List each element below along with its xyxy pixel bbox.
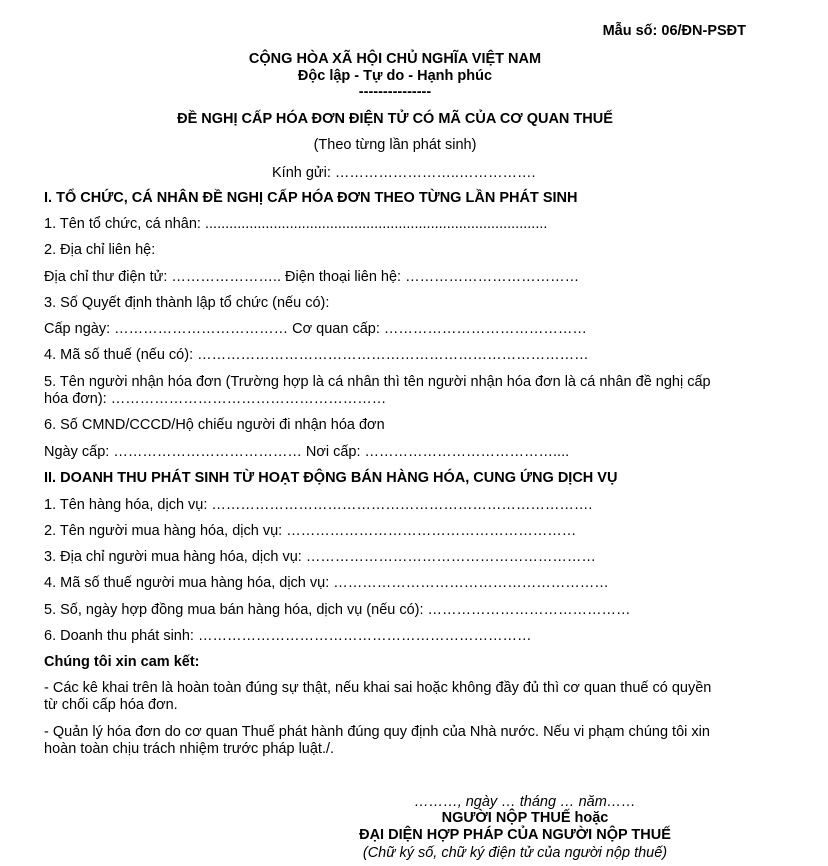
section2-heading: II. DOANH THU PHÁT SINH TỪ HOẠT ĐỘNG BÁN HÀNG HÓA, CUNG ỨNG DỊCH VỤ — [44, 470, 618, 486]
field-contact-address: 2. Địa chỉ liên hệ: — [44, 242, 156, 258]
field-invoice-recipient: 5. Tên người nhận hóa đơn (Trường hợp là cá nhân thì tên người nhận hóa đơn là cá nhân đề nghị cấp — [44, 374, 711, 390]
commitment-p2: - Quản lý hóa đơn do cơ quan Thuế phát hành đúng quy định của Nhà nước. Nếu vi phạm chúng tôi xin — [44, 724, 710, 740]
field-buyer-address: 3. Địa chỉ người mua hàng hóa, dịch vụ: …………………………………………………… — [44, 549, 596, 565]
header-motto: Độc lập - Tự do - Hạnh phúc — [297, 68, 493, 84]
field-invoice-recipient-cont: hóa đơn): ………………………………………………… — [44, 391, 387, 407]
field-decision-number: 3. Số Quyết định thành lập tổ chức (nếu có): — [44, 295, 330, 311]
field-id-issue: Ngày cấp: ………………………………… Nơi cấp: ………………………………….... — [44, 444, 570, 460]
field-revenue: 6. Doanh thu phát sinh: …………………………………………………………… — [44, 628, 532, 644]
field-buyer-tax-code: 4. Mã số thuế người mua hàng hóa, dịch vụ: ………………………………………………… — [44, 575, 609, 591]
field-tax-code: 4. Mã số thuế (nếu có): ……………………………………………………………………… — [44, 347, 589, 363]
header-divider: --------------- — [358, 84, 432, 100]
field-email-phone: Địa chỉ thư điện tử: ………………….. Điện thoại liên hệ: ……………………………… — [44, 269, 580, 285]
commitment-p1: - Các kê khai trên là hoàn toàn đúng sự thật, nếu khai sai hoặc không đầy đủ thì cơ quan thuế có quyền — [44, 680, 712, 696]
field-contract-number: 5. Số, ngày hợp đồng mua bán hàng hóa, dịch vụ (nếu có): …………………………………… — [44, 602, 631, 618]
commitment-p2-cont: hoàn toàn chịu trách nhiệm trước pháp luật./. — [44, 741, 335, 757]
field-buyer-name: 2. Tên người mua hàng hóa, dịch vụ: …………………………………………………… — [44, 523, 577, 539]
document-title: ĐỀ NGHỊ CẤP HÓA ĐƠN ĐIỆN TỬ CÓ MÃ CỦA CƠ QUAN THUẾ — [177, 111, 613, 127]
field-goods-name: 1. Tên hàng hóa, dịch vụ: ……………………………………………………………………. — [44, 497, 593, 513]
section1-heading: I. TỔ CHỨC, CÁ NHÂN ĐỀ NGHỊ CẤP HÓA ĐƠN THEO TỪNG LẦN PHÁT SINH — [44, 190, 578, 206]
signature-date: ………, ngày … tháng … năm…… — [414, 794, 636, 810]
field-org-name: 1. Tên tổ chức, cá nhân: ..................................................................................... — [44, 216, 548, 232]
field-id-number: 6. Số CMND/CCCD/Hộ chiếu người đi nhận hóa đơn — [44, 417, 385, 433]
signature-role-1: NGƯỜI NỘP THUẾ hoặc — [441, 810, 609, 826]
recipient-line: Kính gửi: ……………………..……………. — [272, 165, 536, 181]
form-code: Mẫu số: 06/ĐN-PSĐT — [602, 23, 746, 39]
signature-role-2: ĐẠI DIỆN HỢP PHÁP CỦA NGƯỜI NỘP THUẾ — [359, 827, 671, 843]
commitment-p1-cont: từ chối cấp hóa đơn. — [44, 697, 178, 713]
commitment-heading: Chúng tôi xin cam kết: — [44, 654, 200, 670]
document-subtitle: (Theo từng lần phát sinh) — [313, 137, 477, 153]
field-issue-date-agency: Cấp ngày: ……………………………… Cơ quan cấp: …………………………………… — [44, 321, 587, 337]
header-country: CỘNG HÒA XÃ HỘI CHỦ NGHĨA VIỆT NAM — [248, 51, 542, 67]
signature-note: (Chữ ký số, chữ ký điện tử của người nộp thuế) — [362, 845, 668, 861]
